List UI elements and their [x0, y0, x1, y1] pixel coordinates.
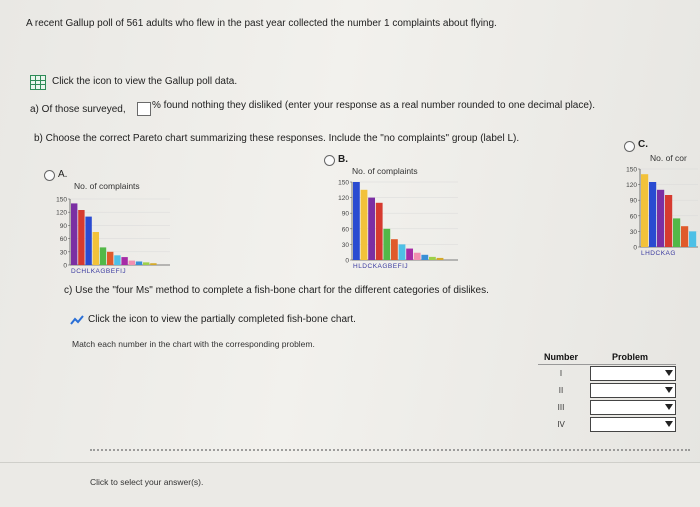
problem-select-2[interactable]	[590, 383, 676, 398]
chevron-down-icon	[665, 370, 673, 376]
bar-l	[361, 190, 368, 260]
bar-j	[437, 258, 444, 260]
table-row	[538, 365, 676, 383]
y-tick-label: 120	[56, 209, 67, 217]
part-a-suffix: % found nothing they disliked (enter your response as a real number rounded to one decimal place).	[152, 100, 596, 111]
match-table	[538, 350, 676, 433]
y-tick-label: 60	[341, 226, 349, 234]
row-number: II	[558, 386, 564, 395]
y-tick-label: 120	[626, 182, 637, 190]
part-c-text: c) Use the "four Ms" method to complete a fish-bone chart for the different categories of dislikes.	[64, 285, 489, 296]
table-row	[538, 416, 676, 433]
y-tick-label: 120	[338, 195, 349, 203]
bar-i	[429, 257, 436, 260]
problem-select-4[interactable]	[590, 417, 676, 432]
bar-f	[136, 261, 142, 265]
category-labels: HLDCKAGBEFIJ	[353, 263, 409, 270]
percent-answer-input[interactable]	[137, 102, 151, 116]
bar-k	[383, 229, 390, 260]
part-b-text: b) Choose the correct Pareto chart summarizing these responses. Include the "no complaints" group (label L).	[34, 133, 520, 144]
bar-l	[93, 232, 99, 265]
chart-title: No. of complaints	[74, 181, 140, 191]
bar-c	[78, 210, 84, 265]
bar-g	[399, 244, 406, 260]
pareto-chart-c	[620, 152, 700, 260]
question-intro: A recent Gallup poll of 561 adults who flew in the past year collected the number 1 complaints about flying.	[26, 18, 497, 29]
bar-h	[649, 182, 656, 247]
y-tick-label: 30	[341, 241, 349, 249]
bar-g	[114, 255, 120, 265]
bar-d	[657, 190, 664, 247]
divider	[90, 449, 690, 457]
chart-b[interactable]	[330, 165, 470, 273]
footer-bar	[0, 462, 700, 507]
y-tick-label: 0	[63, 262, 67, 270]
bar-h	[353, 182, 360, 260]
option-b-label: B.	[338, 154, 348, 165]
option-c-label: C.	[638, 139, 648, 150]
bar-h	[85, 217, 91, 265]
bar-b	[121, 257, 127, 265]
part-a-prefix: a) Of those surveyed,	[30, 104, 126, 115]
problem-header: Problem	[584, 350, 676, 365]
y-tick-label: 90	[341, 210, 349, 218]
bar-k	[100, 247, 106, 265]
y-tick-label: 0	[633, 244, 637, 252]
table-row	[538, 382, 676, 399]
row-number: IV	[557, 420, 565, 429]
row-number: III	[557, 403, 565, 412]
chevron-down-icon	[665, 404, 673, 410]
chart-c[interactable]	[620, 152, 700, 260]
bar-k	[673, 218, 680, 247]
bar-i	[143, 262, 149, 265]
option-a-label: A.	[58, 169, 68, 180]
category-labels: LHDCKAG	[641, 250, 676, 257]
bar-c	[376, 203, 383, 260]
chart-title: No. of cor	[650, 153, 687, 163]
category-labels: DCHLKAGBEFIJ	[71, 268, 127, 275]
y-tick-label: 150	[338, 179, 349, 187]
bar-l	[641, 174, 648, 247]
y-tick-label: 90	[629, 197, 637, 205]
bar-e	[129, 261, 135, 265]
match-instruction: Match each number in the chart with the corresponding problem.	[72, 339, 315, 349]
y-tick-label: 30	[629, 228, 637, 236]
problem-select-1[interactable]	[590, 366, 676, 381]
bar-b	[406, 249, 413, 260]
chart-title: No. of complaints	[352, 166, 418, 176]
y-tick-label: 150	[626, 166, 637, 174]
bar-g	[689, 231, 696, 247]
bar-j	[150, 263, 156, 265]
number-header: Number	[538, 350, 584, 365]
pareto-chart-a	[50, 180, 180, 275]
chevron-down-icon	[665, 421, 673, 427]
table-row	[538, 399, 676, 416]
bar-d	[71, 203, 77, 265]
data-link-text[interactable]: Click the icon to view the Gallup poll data.	[52, 76, 238, 87]
data-table-icon[interactable]	[30, 75, 46, 90]
chart-line-icon[interactable]	[70, 315, 84, 325]
y-tick-label: 0	[345, 257, 349, 265]
y-tick-label: 90	[59, 222, 67, 230]
bar-f	[421, 255, 428, 260]
bar-e	[414, 253, 421, 260]
bar-a	[681, 226, 688, 247]
y-tick-label: 30	[59, 249, 67, 257]
y-tick-label: 60	[59, 236, 67, 244]
bar-a	[391, 239, 398, 260]
footer-text: Click to select your answer(s).	[90, 477, 204, 487]
y-tick-label: 60	[629, 213, 637, 221]
y-tick-label: 150	[56, 196, 67, 204]
bar-c	[665, 195, 672, 247]
fishbone-link-text[interactable]: Click the icon to view the partially completed fish-bone chart.	[88, 314, 356, 325]
row-number: I	[559, 369, 563, 378]
bar-d	[368, 198, 375, 260]
option-c-radio[interactable]	[624, 141, 635, 152]
pareto-chart-b	[330, 165, 470, 273]
chevron-down-icon	[665, 387, 673, 393]
problem-select-3[interactable]	[590, 400, 676, 415]
bar-a	[107, 252, 113, 265]
chart-a[interactable]	[50, 180, 180, 275]
